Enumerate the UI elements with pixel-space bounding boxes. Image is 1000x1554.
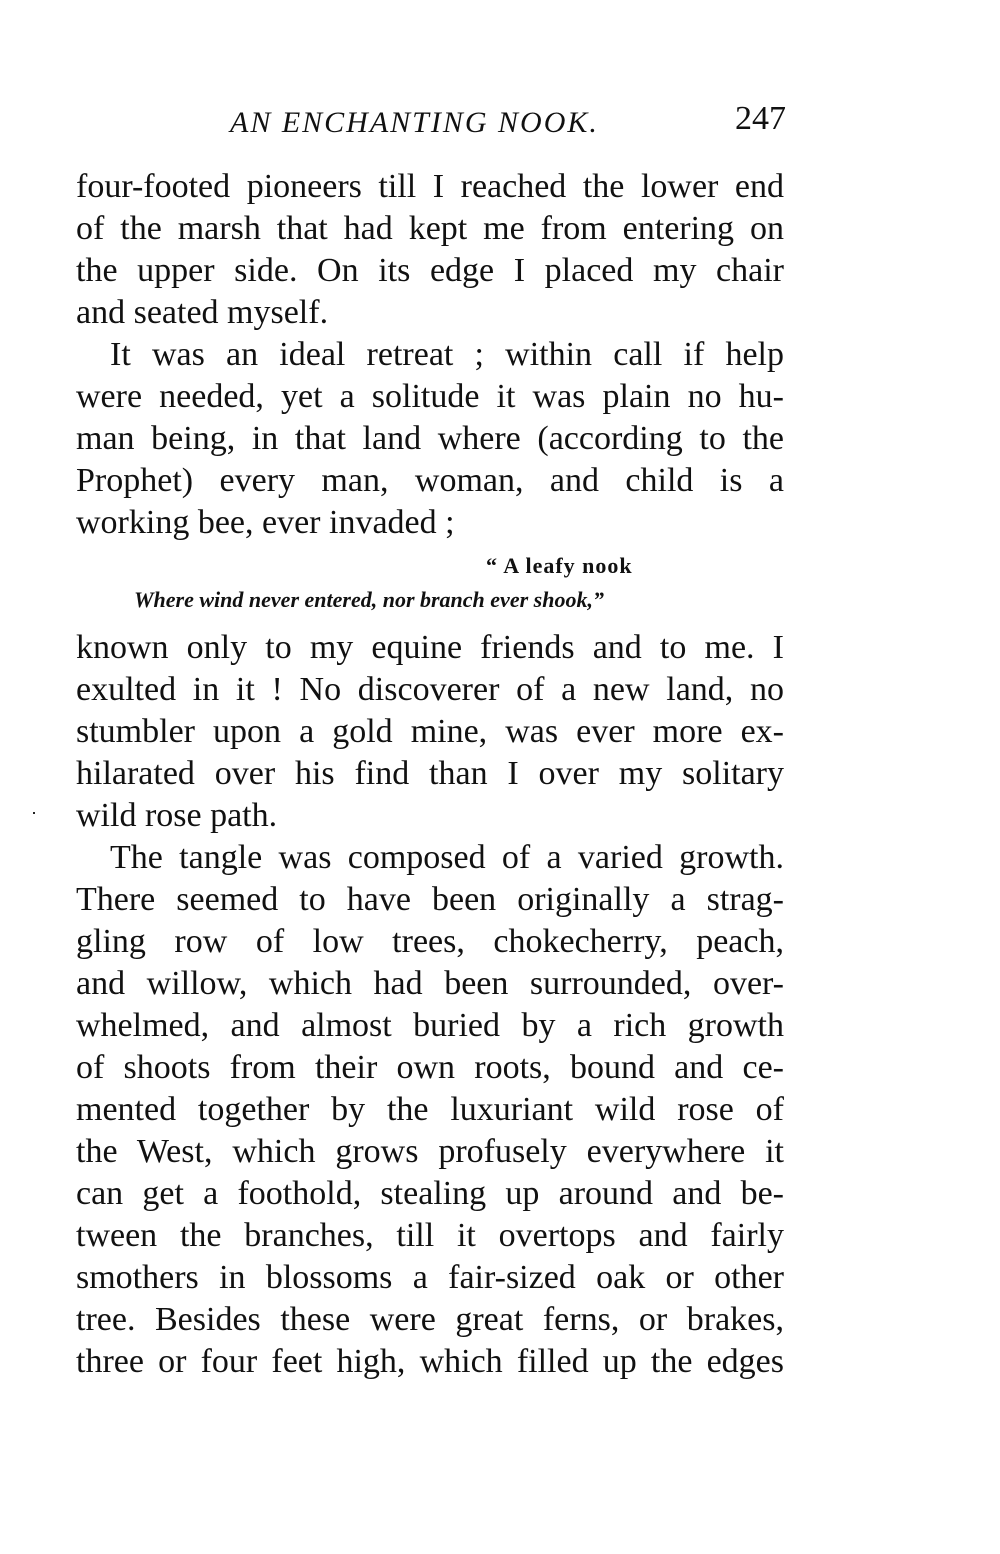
text-line: three or four feet high, which filled up the edges [76, 1343, 784, 1380]
text-line: four-footed pioneers till I reached the lower end [76, 168, 784, 205]
text-line: the upper side. On its edge I placed my chair [76, 252, 784, 289]
text-line: stumbler upon a gold mine, was ever more ex- [76, 713, 784, 750]
quote-line: Where wind never entered, nor branch ever shook,” [134, 587, 604, 612]
page-number: 247 [735, 100, 786, 137]
paragraph-1 [76, 166, 784, 334]
text-line: mented together by the luxuriant wild rose of [76, 1091, 784, 1128]
text-line: and willow, which had been surrounded, over- [76, 965, 784, 1002]
text-line: working bee, ever invaded ; [76, 504, 455, 541]
paragraph-2 [76, 334, 784, 544]
text-line: hilarated over his find than I over my solitary [76, 755, 784, 792]
paragraph-4 [76, 837, 784, 1383]
text-line: Prophet) every man, woman, and child is a [76, 462, 784, 499]
text-line: of shoots from their own roots, bound and ce- [76, 1049, 784, 1086]
text-line: known only to my equine friends and to me. I [76, 629, 784, 666]
paragraph-3 [76, 627, 784, 837]
text-line: The tangle was composed of a varied growth. [110, 839, 784, 876]
text-line: There seemed to have been originally a strag- [76, 881, 784, 918]
text-line: It was an ideal retreat ; within call if help [110, 336, 784, 373]
text-line: and seated myself. [76, 294, 329, 331]
text-line: can get a foothold, stealing up around and be- [76, 1175, 784, 1212]
text-line: tree. Besides these were great ferns, or brakes, [76, 1301, 784, 1338]
text-line: exulted in it ! No discoverer of a new land, no [76, 671, 784, 708]
text-line: whelmed, and almost buried by a rich growth [76, 1007, 784, 1044]
text-line: tween the branches, till it overtops and fairly [76, 1217, 784, 1254]
quote-line: “ A leafy nook [486, 553, 633, 578]
running-title: AN ENCHANTING NOOK. [230, 106, 599, 139]
text-line: gling row of low trees, chokecherry, peach, [76, 923, 784, 960]
print-speck [33, 812, 35, 814]
text-line: the West, which grows profusely everywhere it [76, 1133, 784, 1170]
text-line: wild rose path. [76, 797, 278, 834]
text-line: of the marsh that had kept me from entering on [76, 210, 784, 247]
text-line: man being, in that land where (according to the [76, 420, 784, 457]
text-line: smothers in blossoms a fair-sized oak or other [76, 1259, 784, 1296]
text-line: were needed, yet a solitude it was plain no hu- [76, 378, 784, 415]
page-header [76, 100, 786, 150]
